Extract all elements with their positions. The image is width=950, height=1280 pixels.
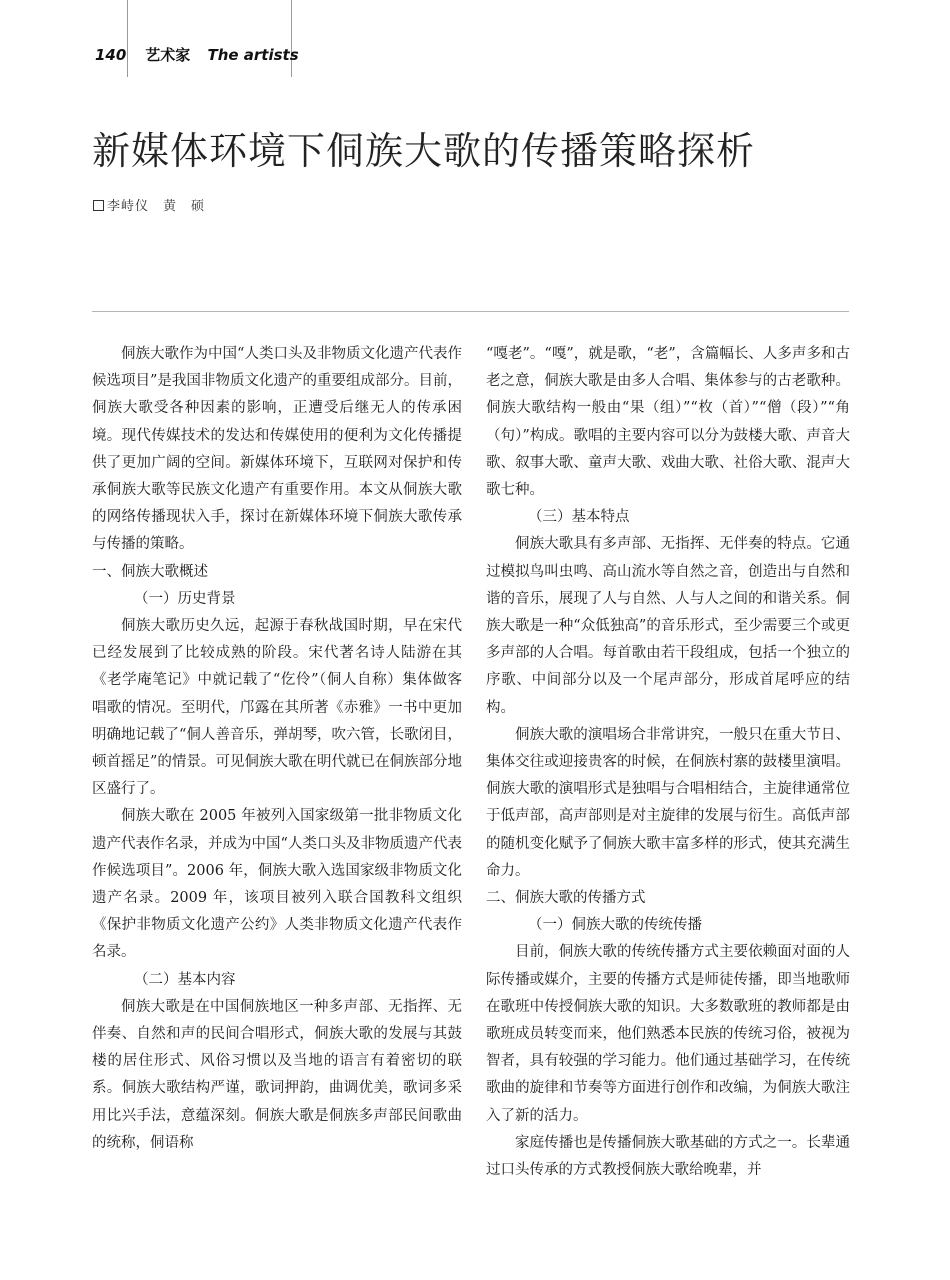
page-number: 140 xyxy=(95,46,127,64)
right-para-4: 目前，侗族大歌的传统传播方式主要依赖面对面的人际传播或媒介，主要的传播方式是师徒传播，即当地歌师在歌班中传授侗族大歌的知识。大多数歌班的教师都是由歌班成员转变而来，他们熟悉本民族的传统习俗，被视为智者，具有较强的学习能力。他们通过基础学习，在传统歌曲的旋律和节奏等方面进行创作和改编，为侗族大歌注入了新的活力。 xyxy=(486,944,850,1124)
right-para-5: 家庭传播也是传播侗族大歌基础的方式之一。长辈通过口头传承的方式教授侗族大歌给晚辈，并 xyxy=(486,1134,850,1179)
left-column xyxy=(92,341,462,1157)
title-divider xyxy=(92,311,849,312)
running-header xyxy=(95,44,299,65)
header-divider-left xyxy=(127,0,128,77)
subheading-traditional: （一）侗族大歌的传统传播 xyxy=(528,917,703,934)
journal-name-cn: 艺术家 xyxy=(145,46,191,64)
left-para-1: 侗族大歌作为中国“人类口头及非物质文化遗产代表作候选项目”是我国非物质文化遗产的重要组成部分。目前，侗族大歌受各种因素的影响，正遭受后继无人的传承困境。现代传媒技术的发达和传媒使用的便利为文化传播提供了更加广阔的空间。新媒体环境下，互联网对保护和传承侗族大歌等民族文化遗产有重要作用。本文从侗族大歌的网络传播现状入手，探讨在新媒体环境下侗族大歌传承与传播的策略。 xyxy=(92,346,462,553)
subheading-history: （一）历史背景 xyxy=(134,590,236,607)
subheading-content: （二）基本内容 xyxy=(134,971,236,988)
left-para-3: 侗族大歌在 2005 年被列入国家级第一批非物质文化遗产代表作名录，并成为中国“人类口头及非物质遗产代表作候选项目”。2006 年，侗族大歌入选国家级非物质文化遗产名录。2009 年，该项目被列入联合国教科文组织《保护非物质文化遗产公约》人类非物质文化遗产代表作名录。 xyxy=(92,808,462,961)
section-heading-1: 一、侗族大歌概述 xyxy=(92,563,208,580)
journal-name-en: The artists xyxy=(207,46,299,64)
section-heading-2: 二、侗族大歌的传播方式 xyxy=(486,890,646,907)
author-line xyxy=(93,195,205,214)
article-title: 新媒体环境下侗族大歌的传播策略探析 xyxy=(92,129,756,173)
subheading-features: （三）基本特点 xyxy=(528,509,630,526)
header-divider-right xyxy=(291,0,292,77)
right-column xyxy=(486,341,850,1184)
right-para-3: 侗族大歌的演唱场合非常讲究，一般只在重大节日、集体交往或迎接贵客的时候，在侗族村寨的鼓楼里演唱。侗族大歌的演唱形式是独唱与合唱相结合，主旋律通常位于低声部，高声部则是对主旋律的发展与衍生。高低声部的随机变化赋予了侗族大歌丰富多样的形式，使其充满生命力。 xyxy=(486,726,850,879)
left-para-2: 侗族大歌历史久远，起源于春秋战国时期，早在宋代已经发展到了比较成熟的阶段。宋代著名诗人陆游在其《老学庵笔记》中就记载了“仡伶”（侗人自称）集体做客唱歌的情况。至明代，邝露在其所著《赤雅》一书中更加明确地记载了“侗人善音乐，弹胡琴，吹六管，长歌闭目，顿首摇足”的情景。可见侗族大歌在明代就已在侗族部分地区盛行了。 xyxy=(92,618,462,798)
authors: 李峙仪 黄 硕 xyxy=(107,199,206,214)
square-bullet-icon xyxy=(93,200,104,211)
right-para-1: “嘎老”。“嘎”，就是歌，“老”，含篇幅长、人多声多和古老之意，侗族大歌是由多人合唱、集体参与的古老歌种。侗族大歌结构一般由“果（组）”“枚（首）”“僧（段）”“角（句）”构成。歌唱的主要内容可以分为鼓楼大歌、声音大歌、叙事大歌、童声大歌、戏曲大歌、社俗大歌、混声大歌七种。 xyxy=(486,346,850,499)
left-para-4: 侗族大歌是在中国侗族地区一种多声部、无指挥、无伴奏、自然和声的民间合唱形式，侗族大歌的发展与其鼓楼的居住形式、风俗习惯以及当地的语言有着密切的联系。侗族大歌结构严谨，歌词押韵，曲调优美，歌词多采用比兴手法，意蕴深刻。侗族大歌是侗族多声部民间歌曲的统称，侗语称 xyxy=(92,998,462,1151)
right-para-2: 侗族大歌具有多声部、无指挥、无伴奏的特点。它通过模拟鸟叫虫鸣、高山流水等自然之音，创造出与自然和谐的音乐，展现了人与自然、人与人之间的和谐关系。侗族大歌是一种“众低独高”的音乐形式，至少需要三个或更多声部的人合唱。每首歌由若干段组成，包括一个独立的序歌、中间部分以及一个尾声部分，形成首尾呼应的结构。 xyxy=(486,536,850,716)
